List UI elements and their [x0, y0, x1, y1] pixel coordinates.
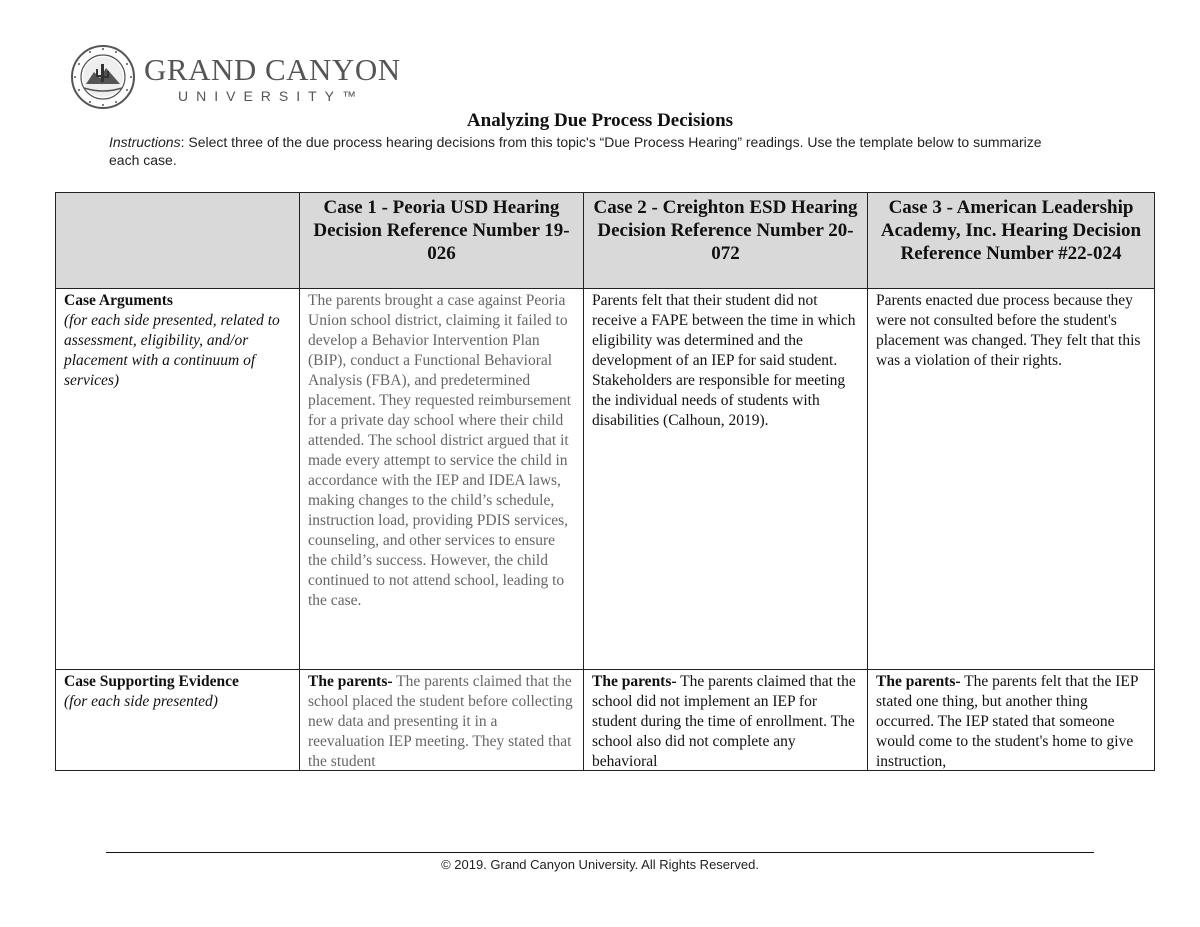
table-row-supporting-evidence [56, 670, 1155, 771]
row-label-case-arguments [56, 289, 300, 670]
footer-copyright: © 2019. Grand Canyon University. All Rights Reserved. [441, 857, 759, 872]
instructions-label: Instructions [109, 134, 181, 150]
table-header-row [56, 193, 1155, 289]
case-2-evidence-lead: The parents- [592, 673, 677, 690]
footer-divider [106, 852, 1094, 853]
document-title: Analyzing Due Process Decisions [466, 110, 734, 131]
case-1-evidence-lead: The parents- [308, 673, 393, 690]
table-row-case-arguments [56, 289, 1155, 670]
header-case-2: Case 2 - Creighton ESD Hearing Decision Reference Number 20-072 [584, 193, 868, 289]
case-1-evidence [300, 670, 584, 771]
row-subtitle: (for each side presented) [64, 693, 218, 710]
logo-name: GRAND CANYON [144, 52, 401, 87]
row-subtitle: (for each side presented, related to assessment, eligibility, and/or placement with a continuum of services) [64, 312, 280, 389]
case-2-arguments: Parents felt that their student did not receive a FAPE between the time in which eligibility was determined and the development of an IEP for said student. Stakeholders are responsible for meeting the individual needs of students with disabilities (Calhoun, 2019). [584, 289, 868, 670]
row-title: Case Supporting Evidence [64, 673, 239, 690]
university-logo [70, 44, 401, 112]
header-blank-cell [56, 193, 300, 289]
instructions-text: : Select three of the due process hearing decisions from this topic's “Due Process Hearing” readings. Use the template below to summarize each case. [109, 134, 1042, 168]
row-title: Case Arguments [64, 292, 173, 309]
case-3-evidence [868, 670, 1155, 771]
university-seal-icon [70, 44, 136, 110]
case-3-arguments: Parents enacted due process because they were not consulted before the student's placement was changed. They felt that this was a violation of their rights. [868, 289, 1155, 670]
case-2-evidence [584, 670, 868, 771]
case-1-arguments: The parents brought a case against Peoria Union school district, claiming it failed to develop a Behavior Intervention Plan (BIP), conduct a Functional Behavioral Analysis (FBA), and predetermined placement. They requested reimbursement for a private day school where their child attended. The school district argued that it made every attempt to service the child in accordance with the IEP and IDEA laws, making changes to the child’s schedule, instruction load, providing PDIS services, counseling, and other services to ensure the child’s success. However, the child continued to not attend school, leading to the case. [300, 289, 584, 670]
row-label-supporting-evidence [56, 670, 300, 771]
instructions [109, 133, 1069, 169]
logo-subname: UNIVERSITY™ [178, 88, 365, 104]
case-summary-table [55, 192, 1155, 771]
case-3-evidence-text: The parents felt that the IEP stated one thing, but another thing occurred. The IEP stated that someone would come to the student's home to give instruction, [876, 673, 1138, 770]
header-case-1: Case 1 - Peoria USD Hearing Decision Reference Number 19-026 [300, 193, 584, 289]
case-1-evidence-text: The parents claimed that the school placed the student before collecting new data and presenting it in a reevaluation IEP meeting. They stated that the student [308, 673, 573, 770]
case-3-evidence-lead: The parents- [876, 673, 961, 690]
header-case-3: Case 3 - American Leadership Academy, Inc. Hearing Decision Reference Number #22-024 [868, 193, 1155, 289]
case-2-evidence-text: The parents claimed that the school did not implement an IEP for student during the time of enrollment. The school also did not complete any behavioral [592, 673, 856, 770]
